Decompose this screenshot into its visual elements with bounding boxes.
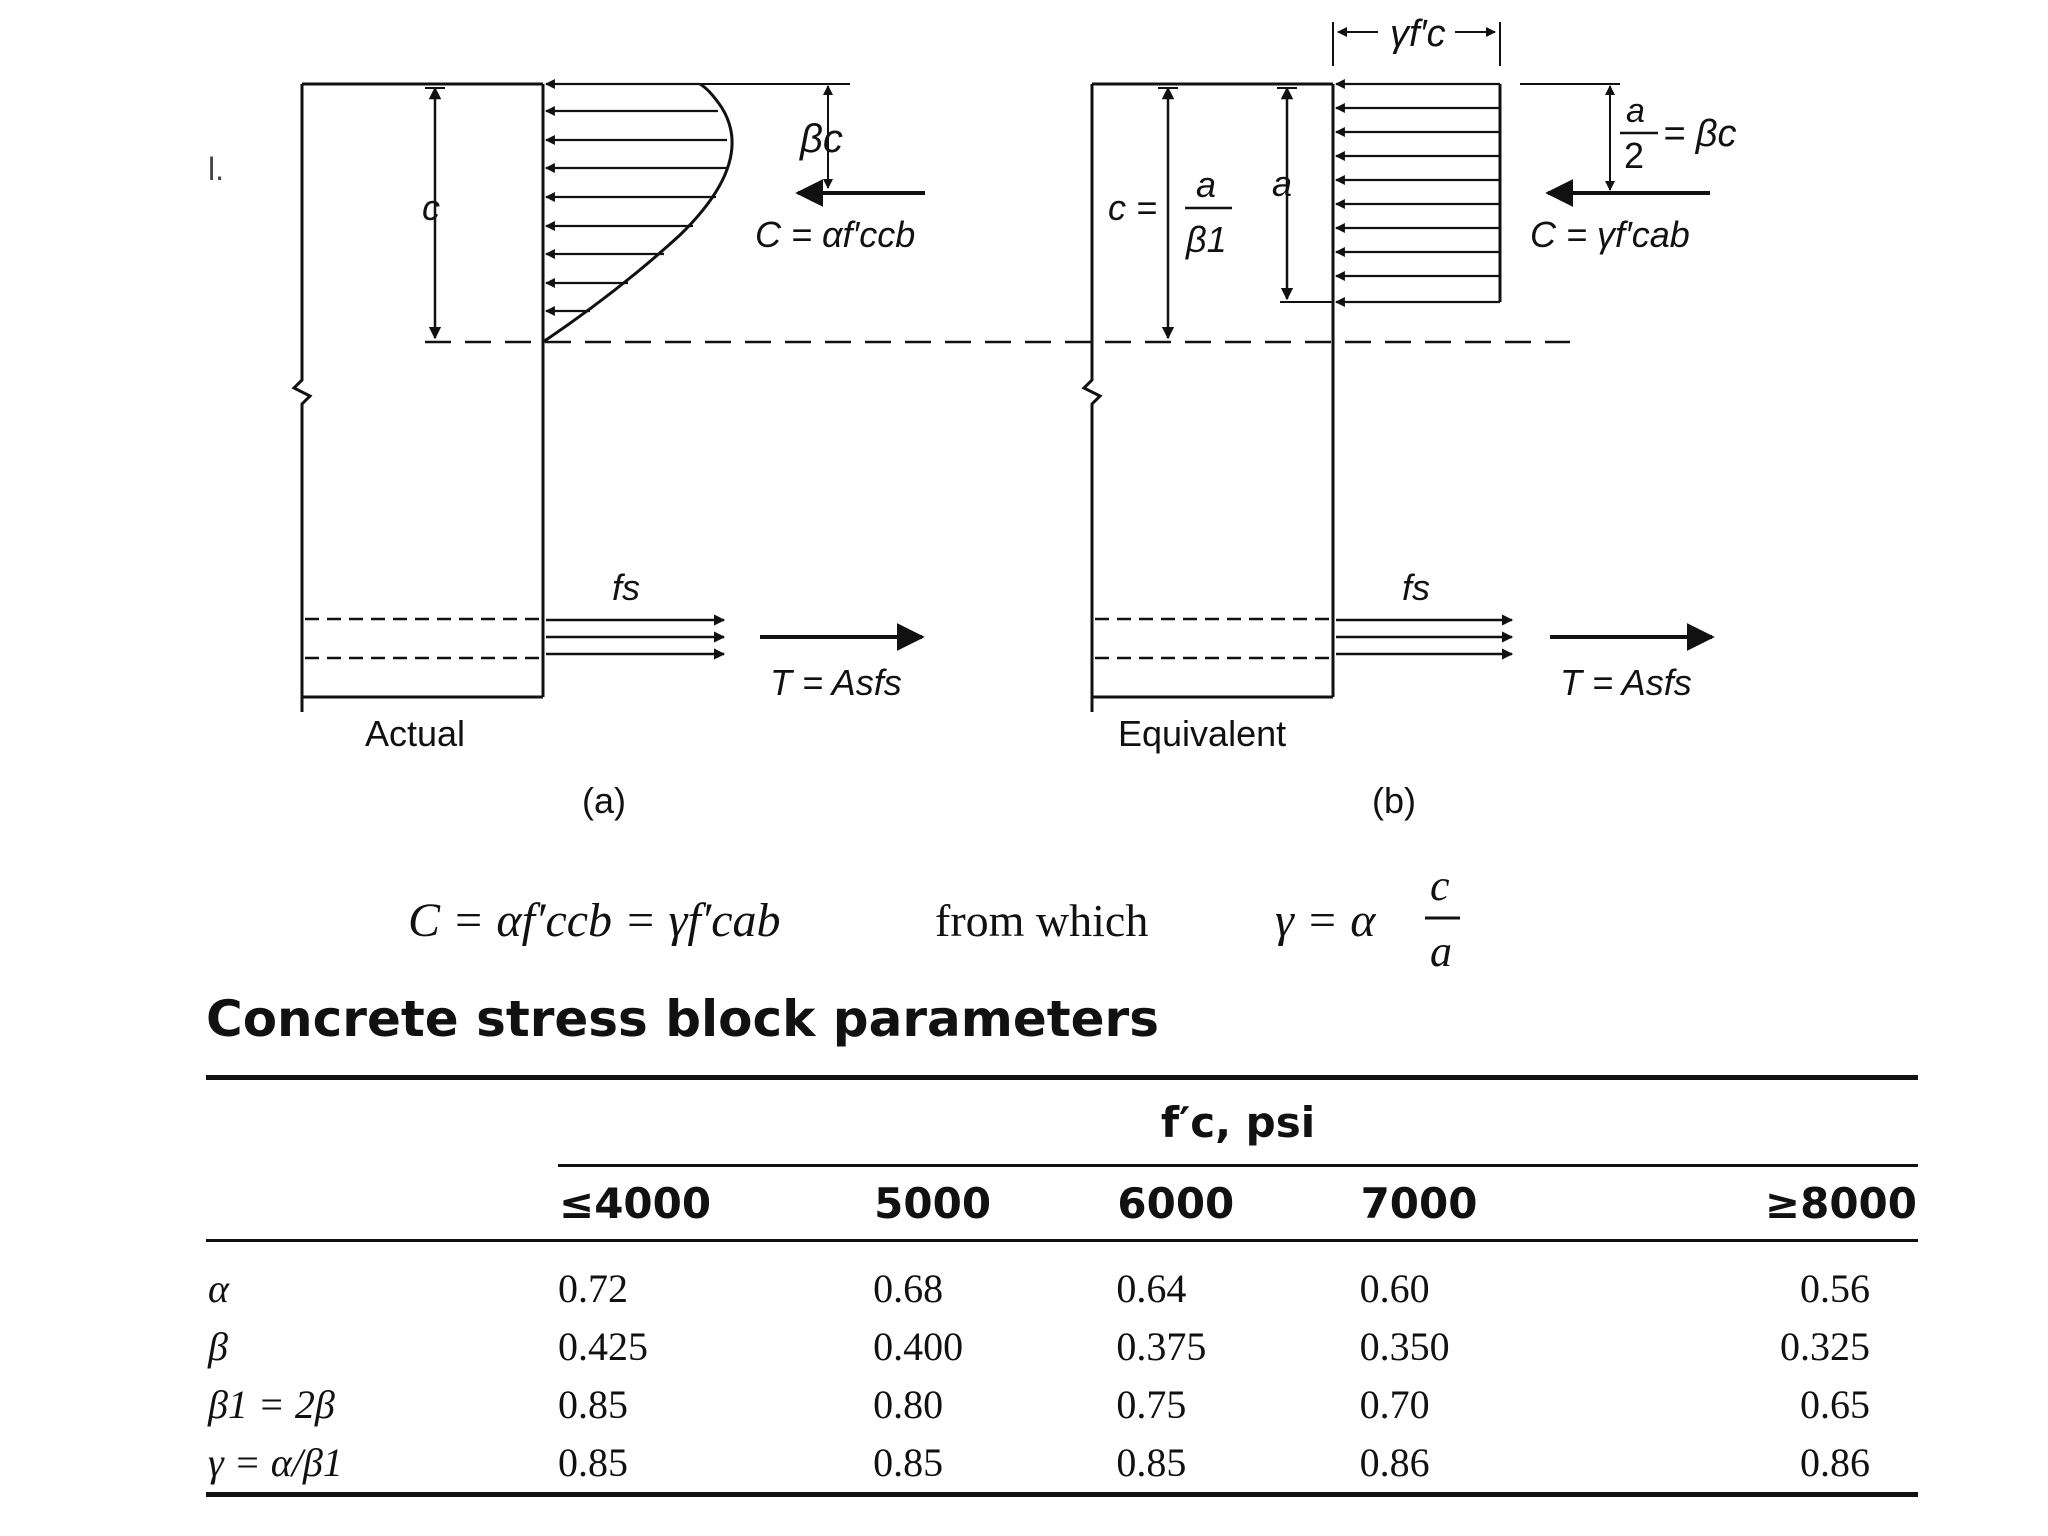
stress-arrows-b	[1336, 84, 1500, 302]
panel-label-a: (a)	[582, 780, 626, 821]
table-cell: 0.68	[873, 1266, 944, 1311]
c-label-a: c	[422, 187, 440, 228]
table-cell: 0.60	[1359, 1266, 1430, 1311]
stress-arrows-a	[546, 84, 727, 311]
equation-connector: from which	[935, 895, 1149, 946]
panel-a	[294, 84, 925, 712]
table-column-header-row	[206, 1166, 1918, 1241]
beta-c-label: βc	[800, 117, 843, 161]
tension-label-a: T = Asfs	[770, 662, 902, 703]
table-cell: 0.72	[558, 1266, 628, 1311]
row-label: α	[208, 1266, 229, 1311]
panel-label-b: (b)	[1372, 780, 1416, 821]
equation-frac-num: c	[1430, 861, 1450, 910]
table-cell: 0.350	[1359, 1324, 1450, 1369]
tension-label-b: T = Asfs	[1560, 662, 1692, 703]
compression-label-a: C = αf′ccb	[755, 214, 916, 255]
table-cell: 0.86	[1603, 1434, 1918, 1495]
table-cell: 0.425	[558, 1324, 648, 1369]
parabolic-stress-curve	[543, 84, 732, 342]
equation-frac-den: a	[1430, 927, 1452, 976]
table-title: Concrete stress block parameters	[206, 990, 1159, 1048]
table-cell: 0.65	[1800, 1382, 1870, 1427]
margin-mark: l.	[208, 151, 224, 187]
row-label: γ = α/β1	[206, 1434, 558, 1495]
table-row	[206, 1376, 1918, 1434]
table-cell: 0.56	[1800, 1266, 1870, 1311]
table-cell: 0.85	[558, 1382, 628, 1427]
half-a-rhs: = βc	[1663, 113, 1737, 155]
table-cell: 0.85	[1116, 1434, 1359, 1495]
table-cell: 0.85	[873, 1434, 1116, 1495]
table-cell: 0.400	[873, 1324, 964, 1369]
spanning-header: f′c, psi	[558, 1078, 1918, 1166]
table-cell: 0.325	[1780, 1324, 1870, 1369]
equation-gamma: γ = α	[1275, 894, 1376, 947]
column-header: ≥8000	[1603, 1166, 1918, 1241]
row-label: β1 = 2β	[208, 1382, 335, 1427]
stress-block-parameters-table	[206, 1075, 1918, 1497]
table-corner-cell	[206, 1078, 558, 1166]
column-header: 6000	[1116, 1166, 1359, 1241]
table-corner-cell-lower	[206, 1166, 558, 1241]
table-cell: 0.86	[1360, 1434, 1603, 1495]
c-eq-numerator: a	[1196, 164, 1217, 205]
table-cell: 0.70	[1359, 1382, 1430, 1427]
table-row	[206, 1318, 1918, 1376]
fs-label-a: fs	[612, 567, 641, 608]
half-a-numerator: a	[1626, 92, 1645, 130]
table-cell: 0.80	[873, 1382, 944, 1427]
caption-actual: Actual	[365, 713, 466, 754]
c-eq-denominator: β1	[1186, 219, 1227, 260]
table-cell: 0.85	[558, 1434, 873, 1495]
fs-label-b: fs	[1402, 567, 1431, 608]
gamma-fc-label: γf′c	[1390, 13, 1446, 55]
caption-equivalent: Equivalent	[1118, 713, 1287, 754]
compression-label-b: C = γf′cab	[1530, 214, 1690, 255]
column-header: 7000	[1360, 1166, 1603, 1241]
panel-b	[1084, 22, 1712, 712]
column-header: ≤4000	[558, 1166, 873, 1241]
column-header: 5000	[873, 1166, 1116, 1241]
table-cell: 0.75	[1116, 1382, 1187, 1427]
a-label-b: a	[1272, 163, 1293, 204]
row-label: β	[208, 1324, 228, 1369]
table-row	[206, 1241, 1918, 1319]
c-eq-label: c =	[1108, 187, 1158, 228]
table-header-row-top	[206, 1078, 1918, 1166]
table-cell: 0.375	[1116, 1324, 1207, 1369]
half-a-denominator: 2	[1624, 135, 1645, 176]
equation-lhs: C = αf′ccb = γf′cab	[408, 894, 781, 947]
table-row	[206, 1434, 1918, 1495]
table-cell: 0.64	[1116, 1266, 1187, 1311]
